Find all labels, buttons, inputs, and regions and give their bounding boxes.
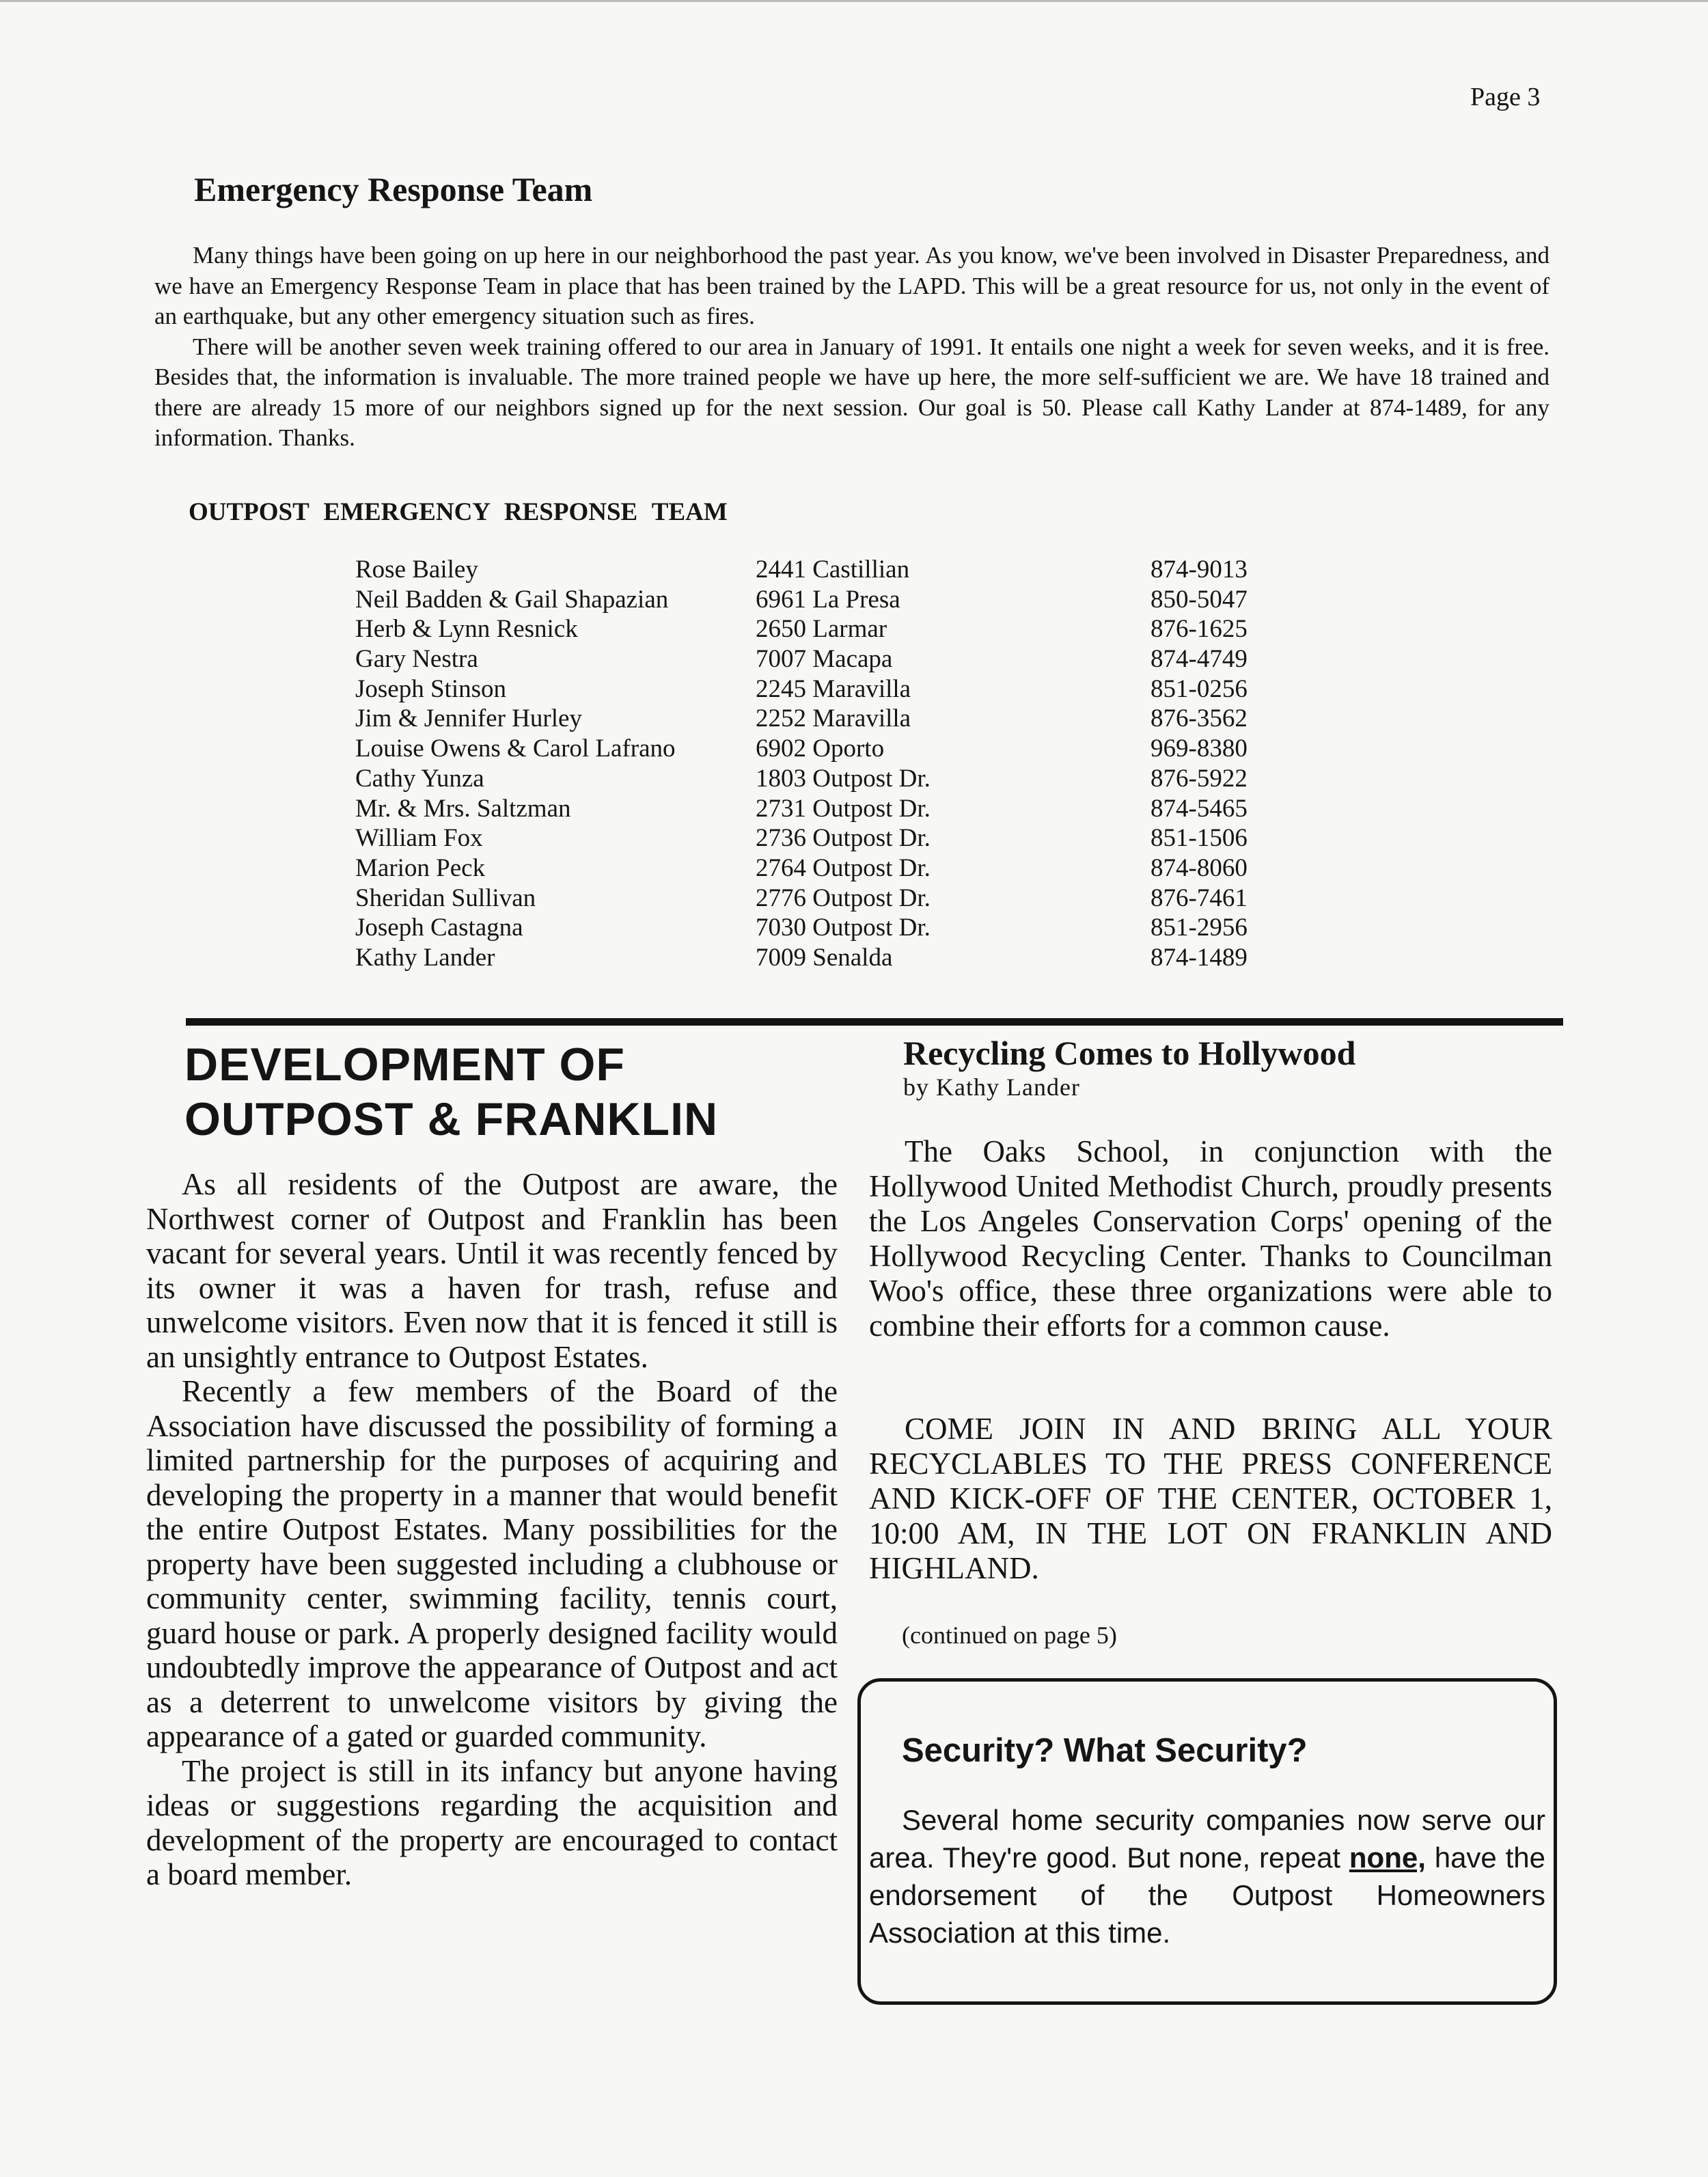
member-address: 2245 Maravilla (756, 674, 911, 703)
member-address: 6902 Oporto (756, 735, 885, 763)
member-name: Marion Peck (355, 853, 486, 882)
development-paragraph: The project is still in its infancy but anyone having ideas or suggestions regarding the acquisition and development of the property are encouraged to contact a board member. (146, 1753, 838, 1891)
member-phone: 874-1489 (1151, 943, 1248, 972)
roster-row (355, 764, 1312, 794)
continued-notice: (continued on page 5) (902, 1621, 1117, 1649)
roster-table (355, 555, 1312, 973)
member-phone: 874-4749 (1151, 645, 1248, 674)
roster-row (355, 614, 1312, 644)
member-address: 2776 Outpost Dr. (756, 884, 931, 912)
page-number: Page 3 (1470, 83, 1541, 111)
roster-row (355, 884, 1312, 914)
development-article (146, 1167, 838, 1892)
intro-paragraph: Many things have been going on up here in our neighborhood the past year. As you know, we've been involved in Disaster Preparedness, and we have an Emergency Response Team in place that has been trained by the LAPD. This will be a great resource for us, not only in the event of an earthquake, but any other emergency situation such as fires. (154, 242, 1549, 329)
member-name: Mr. & Mrs. Saltzman (355, 794, 571, 823)
emergency-response-team-heading: Emergency Response Team (194, 170, 593, 208)
roster-row (355, 555, 1312, 585)
member-phone: 876-7461 (1151, 884, 1248, 912)
intro-paragraph: There will be another seven week training offered to our area in January of 1991. It entails one night a week for seven weeks, and it is free. Besides that, the information is invaluable. The more trained people we have up here, the more self-sufficient we are. We have 18 trained and there are already 15 more of our neighbors signed up for the next session. Our goal is 50. Please call Kathy Lander at 874-1489, for any information. Thanks. (154, 333, 1549, 451)
roster-row (355, 823, 1312, 853)
member-phone: 851-0256 (1151, 674, 1248, 703)
member-name: Neil Badden & Gail Shapazian (355, 585, 669, 614)
member-name: Jim & Jennifer Hurley (355, 704, 582, 733)
roster-heading: OUTPOST EMERGENCY RESPONSE TEAM (189, 498, 728, 526)
recycling-announcement-text: COME JOIN IN AND BRING ALL YOUR RECYCLABLES TO THE PRESS CONFERENCE AND KICK-OFF OF THE CENTER, OCTOBER 1, 10:00 AM, IN THE LOT ON FRANKLIN AND HIGHLAND. (869, 1412, 1552, 1585)
roster-row (355, 734, 1312, 764)
member-address: 7030 Outpost Dr. (756, 914, 931, 942)
member-name: Joseph Castagna (355, 914, 523, 942)
member-name: Herb & Lynn Resnick (355, 615, 578, 644)
recycling-article (869, 1134, 1552, 1343)
member-phone: 876-5922 (1151, 764, 1248, 793)
member-name: Joseph Stinson (355, 674, 507, 703)
member-name: Cathy Yunza (355, 764, 484, 793)
member-address: 2764 Outpost Dr. (756, 853, 931, 882)
recycling-paragraph: The Oaks School, in conjunction with the Hollywood United Methodist Church, proudly presents the Los Angeles Conservation Corps' opening of the Hollywood Recycling Center. Thanks to Councilman Woo's office, these three organizations were able to combine their efforts for a common cause. (869, 1134, 1552, 1343)
roster-row (355, 853, 1312, 884)
member-phone: 874-8060 (1151, 853, 1248, 882)
roster-row (355, 704, 1312, 734)
recycling-announcement (869, 1412, 1552, 1586)
top-edge-rule (0, 0, 1708, 2)
recycling-byline: by Kathy Lander (903, 1073, 1080, 1101)
member-address: 2736 Outpost Dr. (756, 824, 931, 853)
member-phone: 851-1506 (1151, 824, 1248, 853)
member-address: 2441 Castillian (756, 556, 910, 584)
member-address: 2650 Larmar (756, 615, 887, 644)
development-paragraph: Recently a few members of the Board of the Association have discussed the possibility of forming a limited partnership for the purposes of acquiring and developing the property in a manner that would benefit the entire Outpost Estates. Many possibilities for the property have been suggested including a clubhouse or community center, swimming facility, tennis court, guard house or park. A properly designed facility would undoubtedly improve the appearance of Outpost and act as a deterrent to unwelcome visitors by giving the appearance of a gated or guarded community. (146, 1374, 838, 1753)
security-text (869, 1801, 1545, 1952)
roster-row (355, 943, 1312, 973)
emergency-response-intro (154, 241, 1549, 454)
member-phone: 969-8380 (1151, 735, 1248, 763)
roster-row (355, 585, 1312, 615)
member-address: 1803 Outpost Dr. (756, 764, 931, 793)
member-address: 2252 Maravilla (756, 704, 911, 733)
member-address: 7009 Senalda (756, 943, 893, 972)
member-phone: 851-2956 (1151, 914, 1248, 942)
member-name: William Fox (355, 824, 483, 853)
recycling-heading: Recycling Comes to Hollywood (903, 1034, 1356, 1072)
member-name: Gary Nestra (355, 645, 478, 674)
development-paragraph: As all residents of the Outpost are aware, the Northwest corner of Outpost and Franklin has been vacant for several years. Until it was recently fenced by its owner it was a haven for trash, refuse and unwelcome visitors. Even now that it is fenced it still is an unsightly entrance to Outpost Estates. (146, 1167, 838, 1374)
security-text-start: Several home security companies now serve our area. They're good. But none, repeat (869, 1804, 1545, 1874)
member-name: Rose Bailey (355, 556, 478, 584)
member-name: Louise Owens & Carol Lafrano (355, 735, 676, 763)
member-name: Sheridan Sullivan (355, 884, 536, 912)
member-address: 2731 Outpost Dr. (756, 794, 931, 823)
development-heading (184, 1037, 834, 1147)
roster-row (355, 794, 1312, 824)
security-emphasis: none, (1349, 1841, 1426, 1874)
section-divider (186, 1018, 1563, 1026)
member-phone: 874-9013 (1151, 556, 1248, 584)
roster-row (355, 674, 1312, 704)
roster-row (355, 913, 1312, 943)
security-paragraph (869, 1801, 1545, 1952)
member-address: 7007 Macapa (756, 645, 893, 674)
member-address: 6961 La Presa (756, 585, 900, 614)
member-name: Kathy Lander (355, 943, 495, 972)
member-phone: 874-5465 (1151, 794, 1248, 823)
roster-row (355, 644, 1312, 674)
member-phone: 876-3562 (1151, 704, 1248, 733)
security-heading: Security? What Security? (902, 1732, 1308, 1769)
security-text-end: have the endorsement of the Outpost Homeowners Association at this time. (869, 1841, 1545, 1949)
development-heading-line: DEVELOPMENT OF (184, 1039, 625, 1091)
member-phone: 850-5047 (1151, 585, 1248, 614)
development-heading-line: OUTPOST & FRANKLIN (184, 1093, 719, 1145)
member-phone: 876-1625 (1151, 615, 1248, 644)
